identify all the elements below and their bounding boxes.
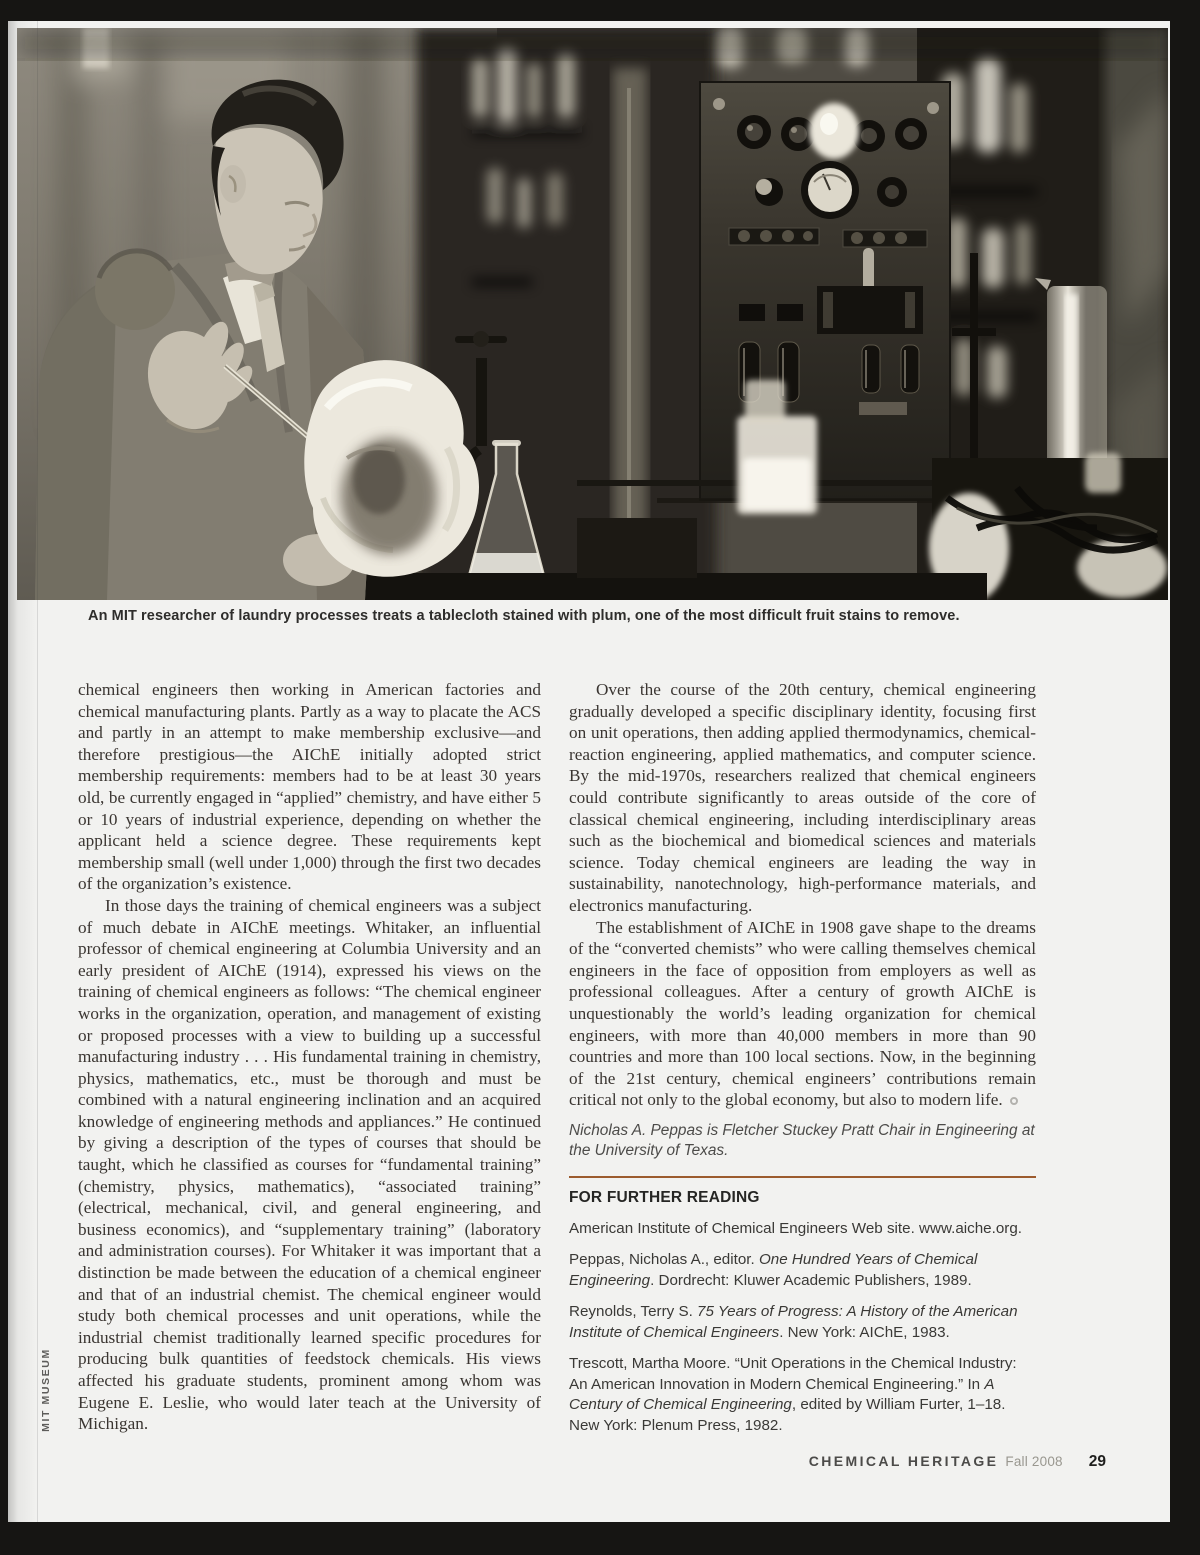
citation-title: A Century of Chemical Engineering — [569, 1375, 994, 1414]
citation — [569, 1354, 1036, 1436]
article-body — [78, 679, 1036, 1447]
paragraph — [569, 917, 1036, 1111]
lab-photograph — [17, 28, 1168, 600]
magazine-name: CHEMICAL HERITAGE — [808, 1453, 999, 1469]
citation-title: One Hundred Years of Chemical Engineering — [569, 1251, 978, 1289]
further-reading-heading: FOR FURTHER READING — [569, 1188, 760, 1206]
article-column-left — [78, 679, 541, 1447]
citation-text: Trescott, Martha Moore. “Unit Operations in the Chemical Industry: An American Innovation in Modern Chemical Engineering.” In — [569, 1355, 1017, 1393]
citation-text: American Institute of Chemical Engineers Web site. www.aiche.org. — [569, 1219, 1023, 1237]
magazine-page — [8, 21, 1170, 1522]
further-reading-section — [569, 1176, 1036, 1437]
author-note: Nicholas A. Peppas is Fletcher Stuckey Pratt Chair in Engineering at the University of Texas. — [569, 1121, 1035, 1159]
citation-text: Peppas, Nicholas A., editor. — [569, 1251, 759, 1269]
page-number: 29 — [1088, 1453, 1106, 1470]
citation — [569, 1250, 1036, 1291]
citation — [569, 1219, 1036, 1240]
photo-credit: MIT MUSEUM — [40, 1348, 52, 1432]
lab-photo-illustration — [17, 28, 1168, 600]
page-footer — [809, 1453, 1106, 1471]
paragraph-text: The establishment of AIChE in 1908 gave shape to the dreams of the “converted chemists” who were calling themselves chemical engineers in the face of opposition from employers as well as professional colleagues. After a century of growth AIChE is unquestionably the world’s leading organization for chemical engineers, with more than 40,000 members in more than 90 countries and more than 100 local sections. Now, in the beginning of the 21st century, chemical engineers’ contributions remain critical not only to the global economy, but also to modern life. — [569, 917, 1036, 1110]
citation-text: Reynolds, Terry S. — [569, 1303, 698, 1321]
citation-text: . Dordrecht: Kluwer Academic Publishers, 1989. — [650, 1271, 972, 1289]
paragraph: In those days the training of chemical engineers was a subject of much debate in AIChE meetings. Whitaker, an influential professor of chemical engineering at Columbia University and an early president of AIChE (1914), expressed his views on the training of chemical engineers as follows: “The chemical engineer works in the organization, operation, and management of existing or proposed processes with a view to building up a successful manufacturing industry . . . His fundamental training in chemistry, physics, mathematics, etc., must be thorough and must be combined with a natural engineering inclination and an acquired knowledge of engineering methods and appliances.” He continued by giving a description of the types of courses that should be taught, which he classified as courses for “fundamental training” (chemistry, physics, mathematics), “associated training” (electrical, mechanical, civil, and general engineering, and business economics), and “supplementary training” (laboratory and administration courses). For Whitaker it was important that a distinction be made between the education of a chemical engineer and that of an industrial chemist. The chemical engineer would study both chemical processes and unit operations, while the industrial chemist traditionally learned specific procedures for producing bulk quantities of feedstock chemicals. His views affected his graduate students, prominent among whom was Eugene E. Leslie, who would later teach at the University of Michigan. — [78, 895, 541, 1434]
citation — [569, 1302, 1036, 1343]
paragraph: chemical engineers then working in American factories and chemical manufacturing plants. Partly as a way to placate the ACS and partly in an attempt to make membership exclusive—and therefore prestigious—the AIChE initially adopted strict membership requirements: members had to be at least 30 years old, be currently engaged in “applied” chemistry, and have either 5 or 10 years of industrial experience, depending on whether the applicant held a science degree. These requirements kept membership small (well under 1,000) through the first two decades of the organization’s existence. — [78, 680, 541, 894]
end-of-article-icon — [1010, 1097, 1018, 1105]
article-column-right — [569, 679, 1036, 1447]
issue-date: Fall 2008 — [1005, 1454, 1063, 1469]
citation-text: . New York: AIChE, 1983. — [779, 1323, 950, 1341]
citation-text: , edited by William Furter, 1–18. New York: Plenum Press, 1982. — [569, 1396, 1006, 1434]
paragraph: Over the course of the 20th century, chemical engineering gradually developed a specific disciplinary identity, focusing first on unit operations, then adding applied thermodynamics, chemical-reaction engineering, applied mathematics, and computer science. By the mid-1970s, researchers realized that chemical engineers could contribute significantly to areas outside of the core of classical chemical engineering, including interdisciplinary areas such as the biochemical and biomedical sciences and materials science. Today chemical engineers are leading the way in sustainability, nanotechnology, high-performance materials, and electronics manufacturing. — [569, 680, 1036, 915]
citation-title: 75 Years of Progress: A History of the American Institute of Chemical Engineers — [569, 1303, 1018, 1341]
photo-caption: An MIT researcher of laundry processes treats a tablecloth stained with plum, one of the most difficult fruit stains to remove. — [88, 608, 960, 624]
